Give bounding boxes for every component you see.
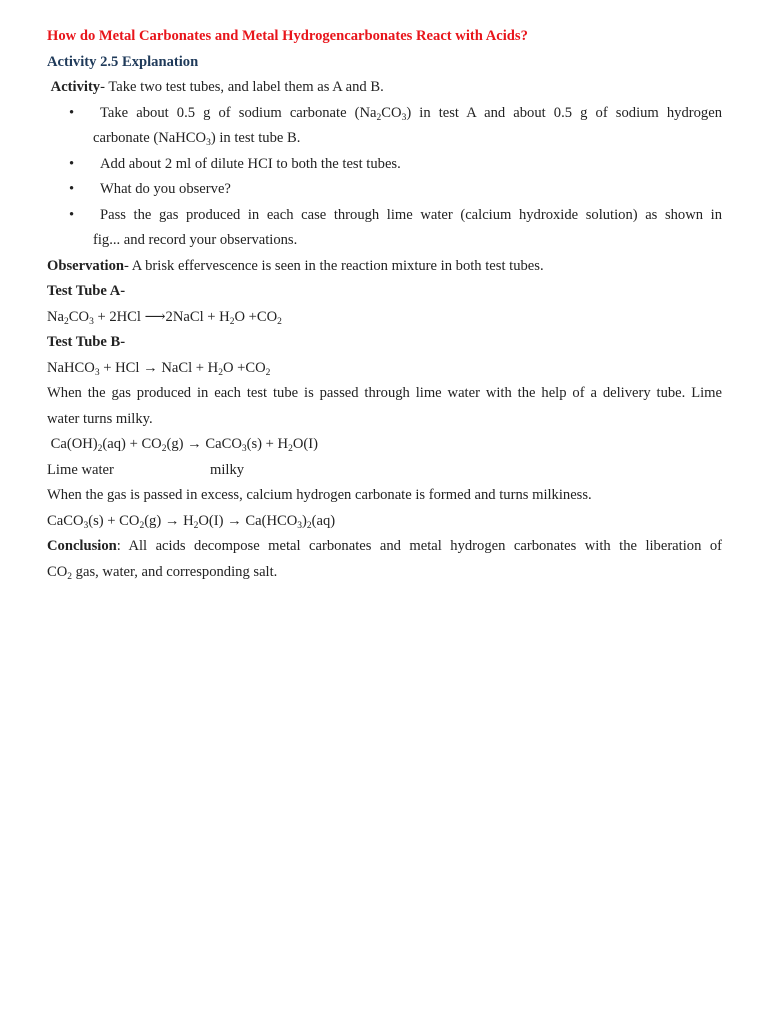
conclusion-line-2: $CO_2$ gas, water, and corresponding salt. [47,563,278,582]
bullet-icon: • [69,155,75,172]
equation-lime-water: $Ca(OH)_2(aq) + CO_2(g)$ → CaCO$_3$(s) + $H_2O(I)$ [50,436,318,454]
conclusion-label: Conclusion [47,538,117,554]
lime-water-line-2: water turns milky. [47,410,153,427]
document-title: How do Metal Carbonates and Metal Hydrogencarbonates React with Acids? [47,28,528,44]
milky-label: milky [210,461,245,478]
conclusion-line-1: Conclusion: All acids decompose metal carbonates and metal hydrogen carbonates with the liberation of [47,538,722,554]
bullet-1-line-2: carbonate (NaHCO$_3$) in test tube B. [93,130,301,148]
bullet-1-line-1: Take about 0.5 g of sodium carbonate $(Na_2CO_3)$ in test A and about 0.5 g of sodium hydrogen [100,104,722,123]
equation-test-tube-a: $Na_2CO_3 + 2HCl$ ⟶2NaCl + $H_2O +CO_2$ [47,308,282,327]
list-item [47,177,722,203]
conclusion-paragraph [47,534,722,585]
test-tube-b-label: Test Tube B- [47,334,126,350]
bullet-4-line-2: fig... and record your observations. [93,232,298,248]
lime-water-label: Lime water [47,461,114,478]
equation-labels [47,458,722,484]
activity-heading: Activity 2.5 Explanation [47,53,199,70]
excess-gas-paragraph: When the gas is passed in excess, calcium hydrogen carbonate is formed and turns milkiness. [47,487,592,503]
list-item [47,101,722,152]
activity-label: Activity [50,79,101,95]
document-page [47,24,722,585]
lime-water-line-1: When the gas produced in each test tube is passed through lime water with the help of a delivery tube. Lime [47,385,722,401]
equation-test-tube-b: NaHCO$_3$ + HCl → NaCl + $H_2O +CO_2$ [47,359,271,378]
observation-text: - A brisk effervescence is seen in the reaction mixture in both test tubes. [124,257,544,274]
list-item [47,152,722,178]
bullet-3-text: What do you observe? [100,181,231,197]
bullet-icon: • [69,206,75,223]
equation-excess-gas: CaCO$_3$(s) + $CO_2(g) \to H_2O(I) \to Ca(HCO_3)_2(aq)$ [47,512,336,531]
bullet-4-line-1: Pass the gas produced in each case through lime water (calcium hydroxide solution) as shown in [100,206,722,223]
test-tube-a-label: Test Tube A- [47,283,126,299]
activity-paragraph [47,75,722,101]
bullet-2-text: Add about 2 ml of dilute HCI to both the test tubes. [100,155,401,172]
activity-text: - Take two test tubes, and label them as A and B. [100,79,384,95]
list-item [47,203,722,254]
bullet-icon: • [69,181,75,197]
bullet-icon: • [69,104,75,121]
observation-label: Observation [47,257,125,274]
lime-water-paragraph [47,381,722,432]
observation-paragraph [47,254,722,280]
